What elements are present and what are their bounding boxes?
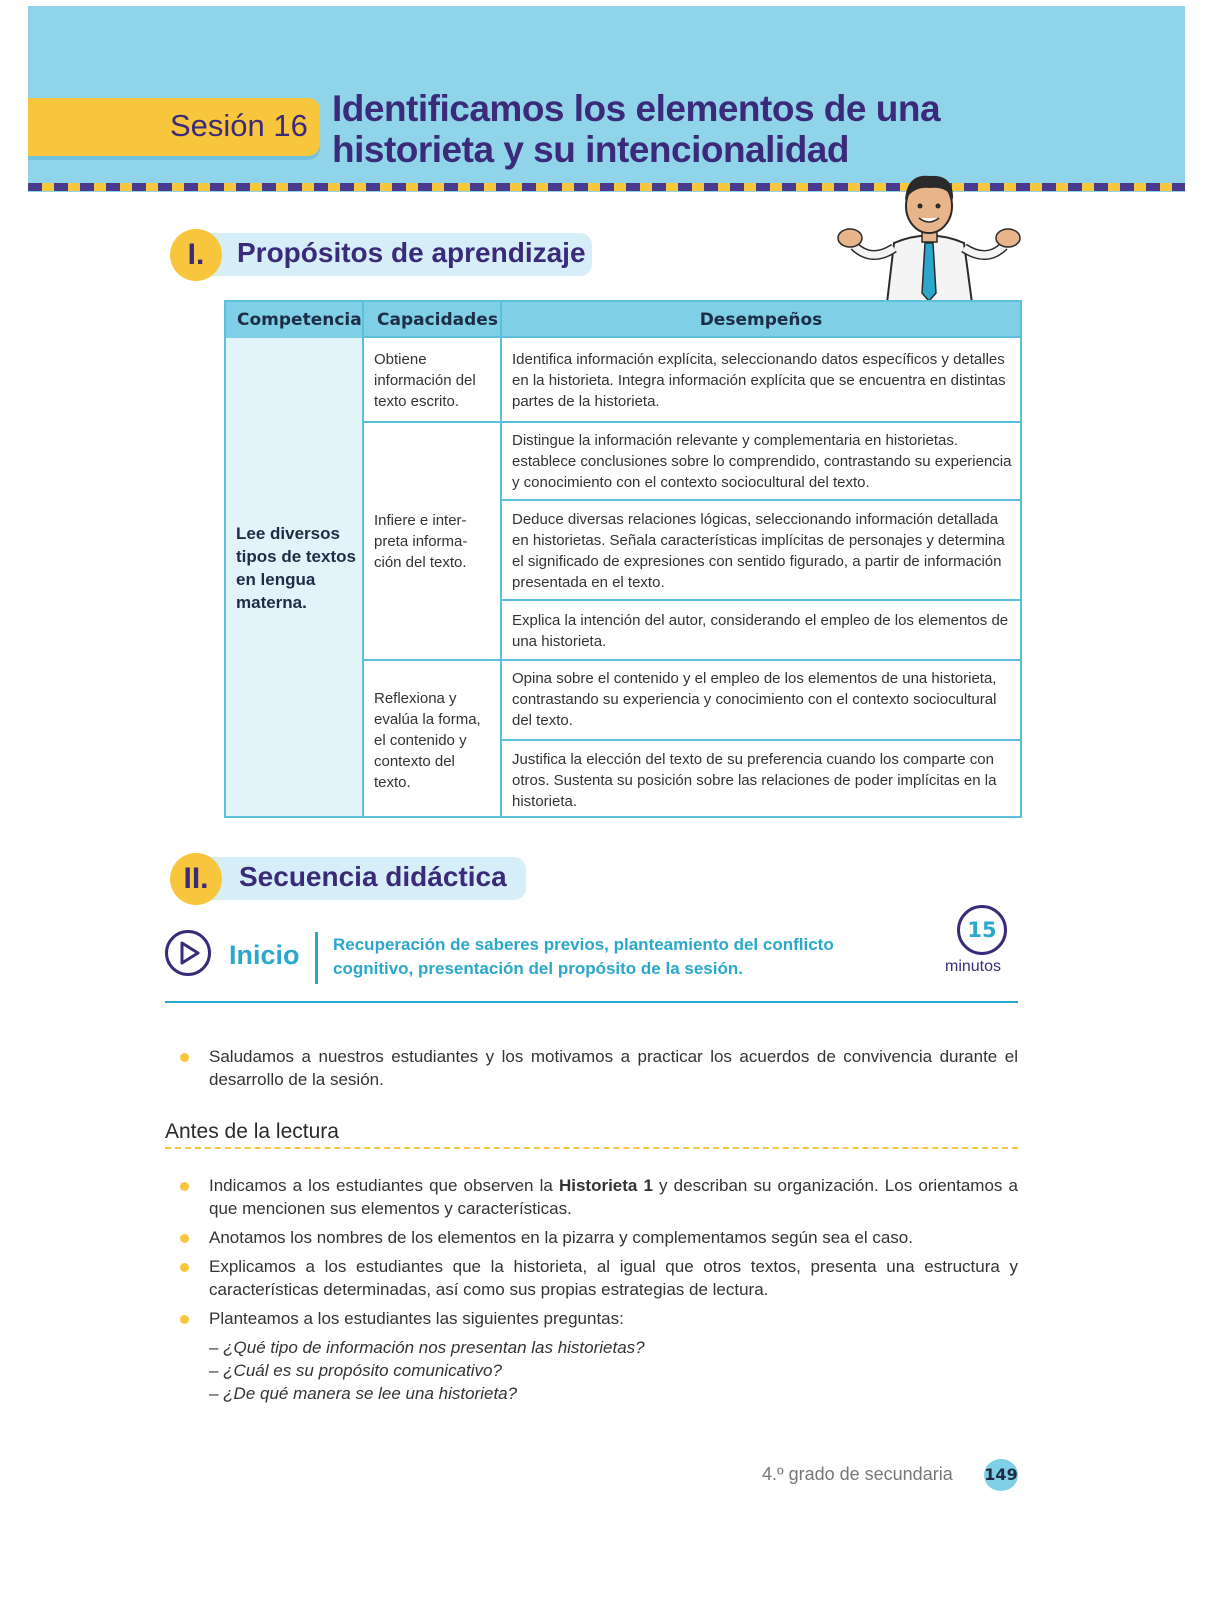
bullet-text-part: y describan su organización. Los orientamos a que mencionen sus elementos y características. [209,1176,1018,1218]
question-1: – ¿Qué tipo de información nos presentan las historietas? [209,1338,645,1357]
session-label: Sesión 16 [170,108,308,143]
bullet-text: Saludamos a nuestros estudiantes y los motivamos a practicar los acuerdos de convivencia durante el desarrollo de la sesión. [209,1047,1018,1089]
play-icon [165,930,211,976]
inicio-underline [165,1001,1018,1003]
bullet-icon [180,1053,189,1062]
list-item [180,1174,1018,1220]
page-number: 149 [984,1459,1018,1491]
capacidad-3: Reflexiona y evalúa la forma, el contenido y contexto del texto. [374,690,481,791]
minutes-value: 15 [967,918,997,942]
clock-icon [957,905,1007,955]
row-divider [500,739,1020,741]
inicio-description: Recuperación de saberes previos, planteamiento del conflicto cognitivo, presentación del propósito de la sesión. [333,935,834,978]
desempeno-4: Explica la intención del autor, considerando el empleo de los elementos de una historieta. [512,612,1009,650]
section1-title: Propósitos de aprendizaje [237,237,586,268]
capacidad-2: Infiere e inter-preta informa-ción del texto. [374,512,468,571]
bullet-icon [180,1263,189,1272]
bullet-text-bold: Historieta 1 [558,1176,653,1195]
bullet-text-part: Indicamos a los estudiantes que observen la [209,1176,559,1195]
desempeno-1: Identifica información explícita, seleccionando datos específicos y detalles en la historieta. Integra información explícita que se encuentra en distintas partes de la historieta. [512,351,1006,410]
row-divider [500,599,1020,601]
footer-grade: 4.º grado de secundaria [762,1464,953,1484]
row-divider [362,659,1020,661]
inicio-label: Inicio [229,940,300,970]
bullet-text: Explicamos a los estudiantes que la historieta, al igual que otros textos, presenta una estructura y características determinadas, así como sus propias estrategias de lectura. [209,1257,1018,1299]
page-title: Identificamos los elementos de una historieta y su intencionalidad [332,88,941,170]
inicio-divider [315,932,318,984]
capacidad-1: Obtiene información del texto escrito. [374,351,476,410]
col-divider [362,302,364,816]
desempeno-2: Distingue la información relevante y complementaria en historietas. establece conclusiones sobre lo comprendido, contrastando su experiencia y conocimiento con el contexto sociocultural del texto. [512,432,1012,491]
header-desempenos: Desempeños [502,302,1020,338]
desempeno-6: Justifica la elección del texto de su preferencia cuando los comparte con otros. Sustenta su posición sobre las relaciones de poder implícitas en la historieta. [512,751,997,810]
teacher-illustration [832,168,1027,303]
section2-number: II. [170,853,222,905]
list-item [180,1045,1018,1091]
list-item [180,1226,1018,1249]
desempeno-3: Deduce diversas relaciones lógicas, seleccionando información detallada en historietas. Señala características implícitas de personajes y determina el significado de expresiones con sentido figurado, a partir de información presentada en el texto. [512,511,1005,591]
competencia-text: Lee diversos tipos de textos en lengua materna. [236,524,356,612]
antes-dashed-line [165,1147,1018,1149]
row-divider [362,421,1020,423]
learning-table [224,300,1022,818]
question-2: – ¿Cuál es su propósito comunicativo? [209,1361,502,1380]
question-3: – ¿De qué manera se lee una historieta? [209,1384,518,1403]
list-item [180,1255,1018,1301]
section2-title: Secuencia didáctica [239,861,507,892]
minutes-label: minutos [945,958,1002,975]
bullet-text: Planteamos a los estudiantes las siguientes preguntas: [209,1309,624,1328]
list-item [180,1307,1018,1330]
desempeno-5: Opina sobre el contenido y el empleo de los elementos de una historieta, contrastando su experiencia y conocimiento con el contexto sociocultural del texto. [512,670,997,729]
bullet-text [209,1174,1018,1220]
header-competencia: Competencia [226,302,364,338]
row-divider [500,499,1020,501]
bullet-icon [180,1182,189,1191]
section1-number: I. [170,229,222,281]
bullet-icon [180,1315,189,1324]
antes-heading: Antes de la lectura [165,1120,339,1143]
row-divider [362,336,1020,338]
bullet-icon [180,1234,189,1243]
header-capacidades: Capacidades [364,302,502,338]
bullet-text: Anotamos los nombres de los elementos en la pizarra y complementamos según sea el caso. [209,1228,913,1247]
